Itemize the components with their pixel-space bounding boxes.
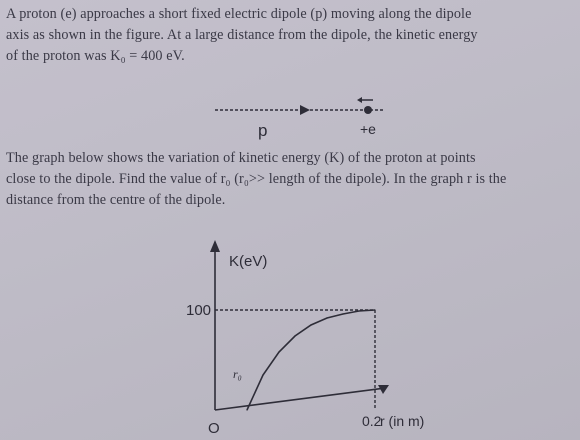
text-line: of the proton was K₀ = 400 eV. bbox=[6, 48, 185, 64]
curve-point bbox=[262, 374, 263, 375]
y-axis-label: K(eV) bbox=[229, 253, 268, 270]
curve-point bbox=[294, 335, 295, 336]
curve-point bbox=[278, 351, 279, 352]
origin-label: O bbox=[208, 420, 220, 437]
text-line: close to the dipole. Find the value of r₀ (r₀>> length of the dipole). In the graph r is the bbox=[6, 171, 507, 187]
chart-series bbox=[246, 309, 375, 410]
y-tick-label: 100 bbox=[186, 302, 212, 319]
chart-guides bbox=[215, 310, 375, 410]
x-axis-label: r (in m) bbox=[380, 413, 425, 429]
x-axis-line bbox=[215, 388, 385, 410]
curve-point bbox=[342, 313, 343, 314]
text-line: A proton (e) approaches a short fixed electric dipole (p) moving along the dipole bbox=[6, 6, 472, 22]
curve-point bbox=[326, 317, 327, 318]
problem-paragraph-1 bbox=[6, 4, 572, 67]
curve-point bbox=[374, 309, 375, 310]
dipole-diagram bbox=[0, 90, 580, 150]
dipole-label: p bbox=[258, 121, 268, 140]
text-line: distance from the centre of the dipole. bbox=[6, 192, 226, 208]
y-axis-arrow-icon bbox=[210, 240, 220, 252]
dipole-arrow-icon bbox=[300, 105, 310, 115]
x-tick-label: 0.2 bbox=[362, 413, 382, 429]
text-line: axis as shown in the figure. At a large distance from the dipole, the kinetic energy bbox=[6, 27, 478, 43]
proton-icon bbox=[364, 106, 372, 114]
proton-label: +e bbox=[360, 121, 376, 137]
text-line: The graph below shows the variation of kinetic energy (K) of the proton at points bbox=[6, 150, 476, 166]
kinetic-energy-graph bbox=[0, 230, 580, 440]
curve-label: r₀ bbox=[233, 367, 242, 381]
proton-arrow-head-icon bbox=[357, 97, 362, 103]
problem-paragraph-2 bbox=[6, 148, 572, 211]
curve-point bbox=[358, 310, 359, 311]
curve-point bbox=[246, 409, 247, 410]
x-axis-arrow-icon bbox=[378, 385, 389, 394]
curve-point bbox=[310, 324, 311, 325]
